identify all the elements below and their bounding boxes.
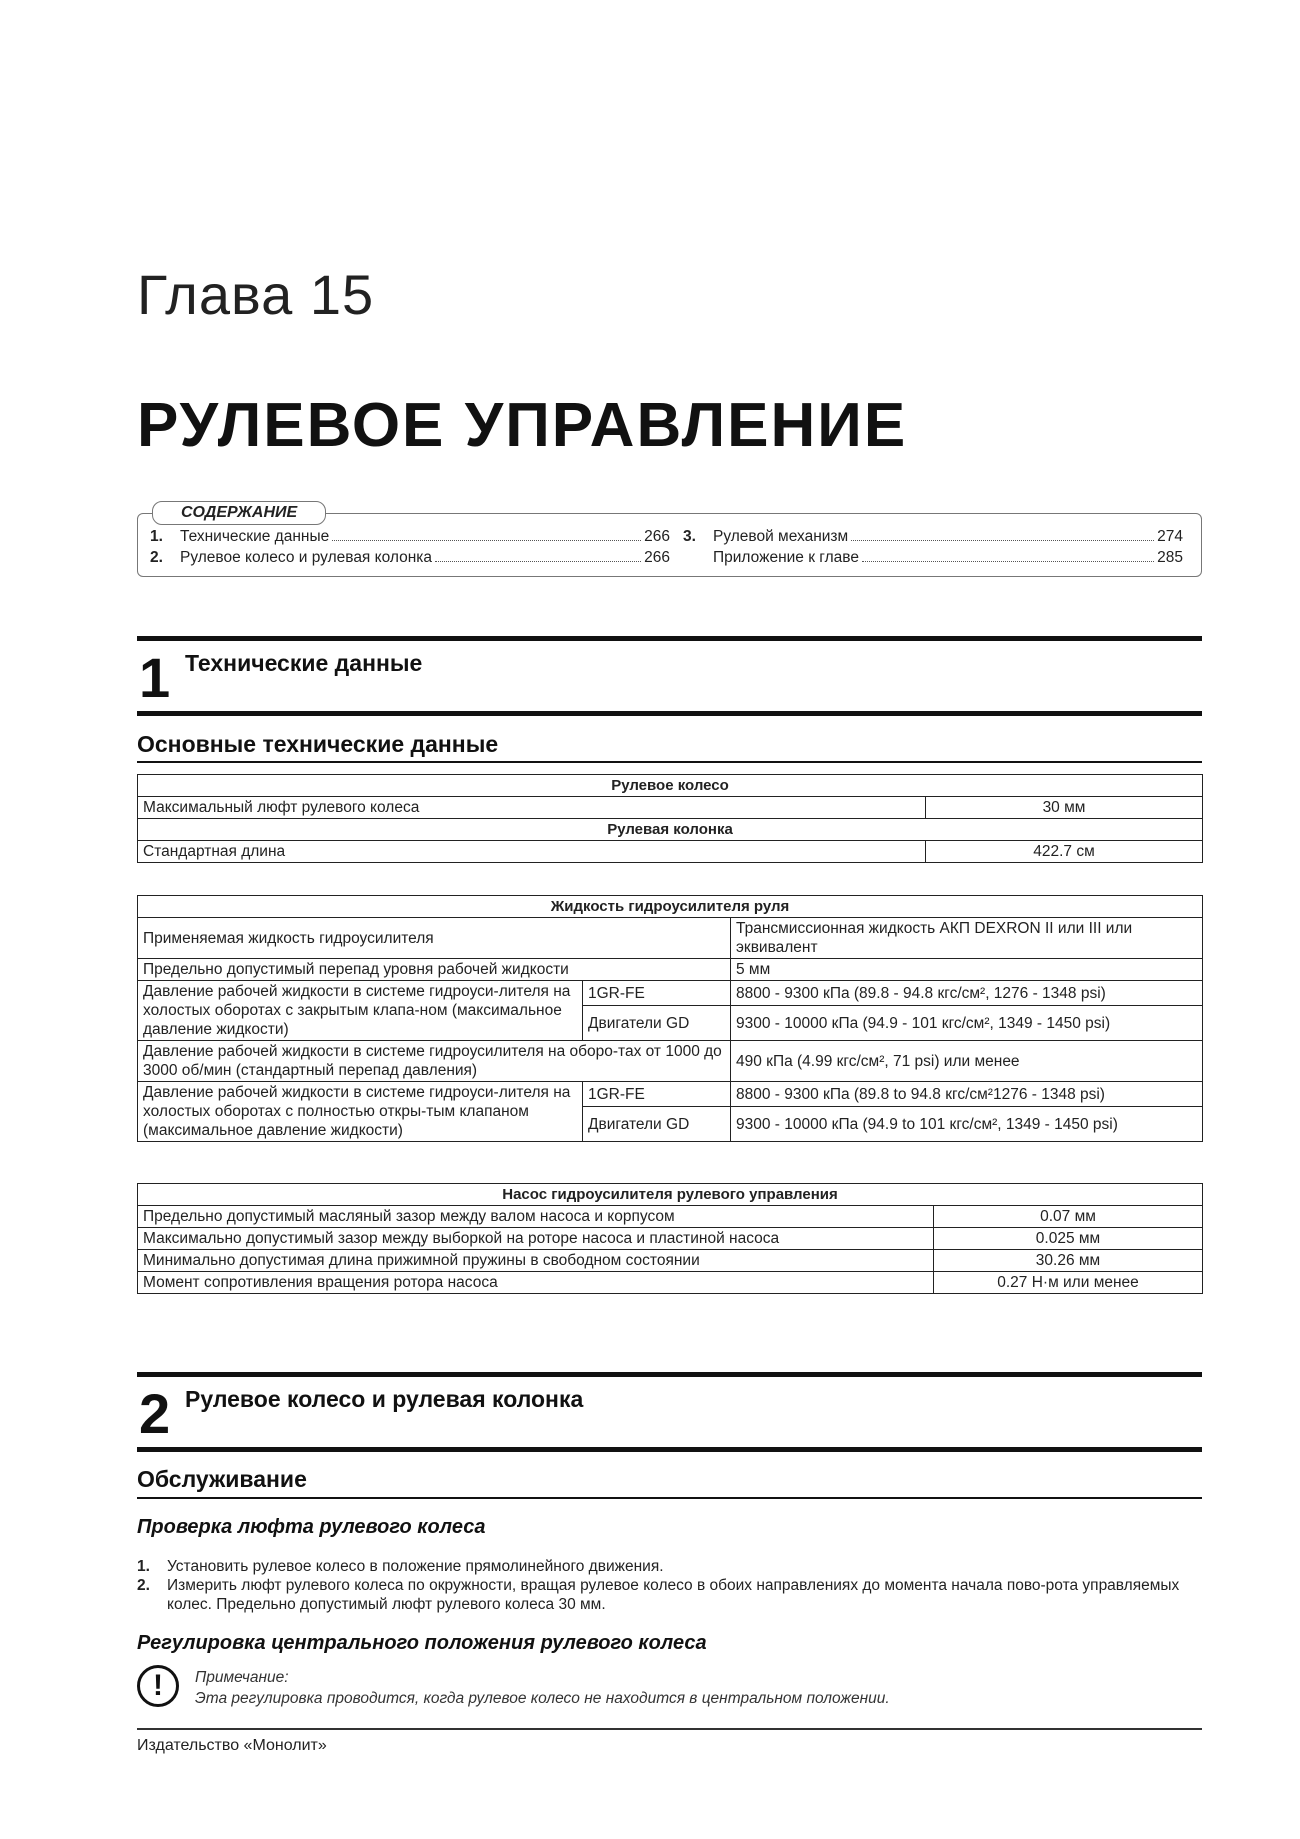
note-text: Эта регулировка проводится, когда рулевое колесо не находится в центральном положении. <box>195 1690 890 1707</box>
spec-label: Максимальный люфт рулевого колеса <box>138 797 926 819</box>
section-title: Рулевое колесо и рулевая колонка <box>185 1386 584 1412</box>
subsection-title: Обслуживание <box>137 1466 307 1492</box>
toc-leader-dots <box>435 561 641 562</box>
spec-label: Применяемая жидкость гидроусилителя <box>138 918 731 959</box>
spec-label: Давление рабочей жидкости в системе гидроуси-лителя на холостых оборотах с полностью откры-тым клапаном (максимальное давление жидкости) <box>138 1082 583 1142</box>
engine-label: 1GR-FE <box>583 1082 731 1107</box>
section-number: 2 <box>139 1382 171 1445</box>
step-number: 2. <box>137 1577 150 1594</box>
spec-value: 8800 - 9300 кПа (89.8 to 94.8 кгс/см²1276 - 1348 psi) <box>731 1082 1203 1107</box>
chapter-label: Глава 15 <box>137 263 375 326</box>
spec-value: 490 кПа (4.99 кгс/см², 71 psi) или менее <box>731 1041 1203 1082</box>
publisher-footer: Издательство «Монолит» <box>137 1737 327 1754</box>
note <box>195 1667 890 1709</box>
engine-label: Двигатели GD <box>583 1107 731 1142</box>
spec-value: 0.07 мм <box>934 1206 1203 1228</box>
toc-entry-page: 274 <box>1157 528 1183 545</box>
table-header: Жидкость гидроусилителя руля <box>138 896 1203 918</box>
toc-heading: СОДЕРЖАНИЕ <box>152 501 326 525</box>
section-bottom-rule <box>137 711 1202 716</box>
spec-label: Момент сопротивления вращения ротора насоса <box>138 1272 934 1294</box>
toc-entry-label: Рулевое колесо и рулевая колонка <box>180 549 433 566</box>
toc-entry-number: 1. <box>150 528 163 545</box>
procedure-steps <box>137 1557 1202 1614</box>
spec-value: 5 мм <box>731 959 1203 981</box>
step-text: Установить рулевое колесо в положение прямолинейного движения. <box>167 1558 664 1575</box>
table-row <box>138 959 1203 981</box>
table-row <box>138 1250 1203 1272</box>
procedure-title: Регулировка центрального положения рулевого колеса <box>137 1632 707 1654</box>
table-row <box>138 1228 1203 1250</box>
spec-label: Предельно допустимый перепад уровня рабочей жидкости <box>138 959 731 981</box>
toc-entry-label: Технические данные <box>180 528 330 545</box>
section-bottom-rule <box>137 1447 1202 1452</box>
spec-table-steering <box>137 774 1203 863</box>
step-number: 1. <box>137 1558 150 1575</box>
list-item <box>137 1576 1202 1614</box>
table-row <box>138 918 1203 959</box>
spec-value: Трансмиссионная жидкость АКП DEXRON II или III или эквивалент <box>731 918 1203 959</box>
spec-value: 30 мм <box>926 797 1203 819</box>
toc-entry[interactable] <box>683 528 1183 549</box>
subsection-rule <box>137 761 1202 763</box>
table-of-contents <box>137 504 1202 577</box>
spec-value: 30.26 мм <box>934 1250 1203 1272</box>
table-row <box>138 1272 1203 1294</box>
spec-label: Давление рабочей жидкости в системе гидроусилителя на оборо-тах от 1000 до 3000 об/мин (стандартный перепад давления) <box>138 1041 731 1082</box>
table-row <box>138 1206 1203 1228</box>
note-label: Примечание: <box>195 1669 289 1686</box>
section-title: Технические данные <box>185 650 423 676</box>
toc-entry-label: Рулевой механизм <box>713 528 849 545</box>
document-page <box>137 0 1202 1839</box>
subsection-title: Основные технические данные <box>137 731 499 757</box>
table-header: Рулевая колонка <box>138 819 1203 841</box>
toc-leader-dots <box>851 540 1154 541</box>
toc-entry[interactable] <box>150 549 670 570</box>
spec-label: Давление рабочей жидкости в системе гидроуси-лителя на холостых оборотах с закрытым клапа-ном (максимальное давление жидкости) <box>138 981 583 1041</box>
table-row <box>138 981 1203 1006</box>
warning-icon: ! <box>137 1665 179 1707</box>
subsection-rule <box>137 1497 1202 1499</box>
table-row <box>138 1082 1203 1107</box>
toc-entry-page: 285 <box>1157 549 1183 566</box>
spec-value: 422.7 см <box>926 841 1203 863</box>
toc-entry-number: 3. <box>683 528 696 545</box>
table-header: Насос гидроусилителя рулевого управления <box>138 1184 1203 1206</box>
toc-leader-dots <box>862 561 1154 562</box>
engine-label: Двигатели GD <box>583 1006 731 1041</box>
section-number: 1 <box>139 646 171 709</box>
spec-table-pump <box>137 1183 1203 1294</box>
spec-value: 0.27 Н·м или менее <box>934 1272 1203 1294</box>
table-row <box>138 1041 1203 1082</box>
section-top-rule <box>137 636 1202 641</box>
toc-leader-dots <box>332 540 641 541</box>
table-row <box>138 797 1203 819</box>
toc-entry[interactable] <box>683 549 1183 570</box>
procedure-title: Проверка люфта рулевого колеса <box>137 1516 486 1538</box>
spec-label: Предельно допустимый масляный зазор между валом насоса и корпусом <box>138 1206 934 1228</box>
spec-value: 8800 - 9300 кПа (89.8 - 94.8 кгс/см², 1276 - 1348 psi) <box>731 981 1203 1006</box>
spec-value: 9300 - 10000 кПа (94.9 - 101 кгс/см², 1349 - 1450 psi) <box>731 1006 1203 1041</box>
toc-entry-page: 266 <box>644 528 670 545</box>
spec-label: Минимально допустимая длина прижимной пружины в свободном состоянии <box>138 1250 934 1272</box>
table-row <box>138 841 1203 863</box>
spec-label: Максимально допустимый зазор между выборкой на роторе насоса и пластиной насоса <box>138 1228 934 1250</box>
spec-label: Стандартная длина <box>138 841 926 863</box>
chapter-title: РУЛЕВОЕ УПРАВЛЕНИЕ <box>137 391 908 460</box>
spec-value: 9300 - 10000 кПа (94.9 to 101 кгс/см², 1349 - 1450 psi) <box>731 1107 1203 1142</box>
toc-entry-number: 2. <box>150 549 163 566</box>
spec-value: 0.025 мм <box>934 1228 1203 1250</box>
engine-label: 1GR-FE <box>583 981 731 1006</box>
list-item <box>137 1557 1202 1576</box>
table-header: Рулевое колесо <box>138 775 1203 797</box>
toc-entry[interactable] <box>150 528 670 549</box>
toc-entry-page: 266 <box>644 549 670 566</box>
toc-column-left <box>150 528 670 570</box>
step-text: Измерить люфт рулевого колеса по окружности, вращая рулевое колесо в обоих направлениях до момента начала пово-рота управляемых колес. Предельно допустимый люфт рулевого колеса 30 мм. <box>167 1577 1180 1613</box>
footer-rule <box>137 1728 1202 1730</box>
spec-table-fluid <box>137 895 1203 1142</box>
section-top-rule <box>137 1372 1202 1377</box>
toc-entry-label: Приложение к главе <box>713 549 859 566</box>
toc-column-right <box>683 528 1183 570</box>
